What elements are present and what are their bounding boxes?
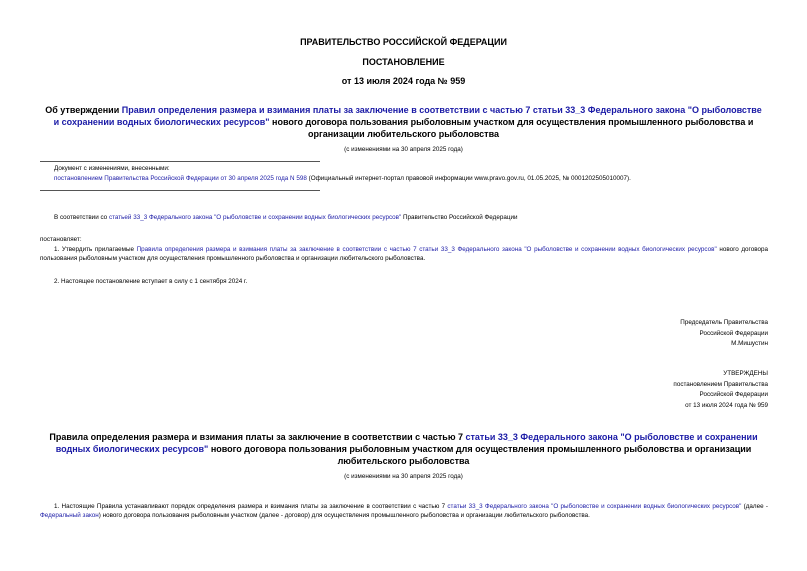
rules-item1-law-link[interactable]: статьи 33_3 Федерального закона "О рыболовстве и сохранении водных биологических ресурсов" — [447, 503, 742, 510]
decree-item-1 — [40, 246, 768, 263]
preamble-prefix: В соответствии со — [54, 214, 109, 221]
amend-box-entry — [54, 175, 794, 184]
amend-decree-link[interactable]: постановлением Правительства Российской Федерации от 30 апреля 2025 года N 598 — [54, 175, 307, 182]
signature-block — [560, 319, 768, 349]
item1-suffix: нового договора пользования рыболовным участком для осуществления промышленного рыболовства и организации любительского рыболовства. — [40, 246, 768, 262]
amend-box-top-divider — [40, 161, 320, 162]
rules-title-suffix: нового договора пользования рыболовным участком для осуществления промышленного рыболовства и организации любительского рыболовства — [208, 444, 752, 466]
amend-box-bottom-divider — [40, 190, 320, 191]
rules-title-law-link[interactable]: статьи 33_3 Федерального закона "О рыболовстве и сохранении водных биологических ресурсов" — [55, 432, 758, 454]
preamble-law-link[interactable]: статьей 33_3 Федерального закона "О рыболовстве и сохранении водных биологических ресурсов" — [108, 214, 402, 221]
rules-item-1 — [40, 503, 768, 520]
item1-rules-link[interactable]: Правила определения размера и взимания платы за заключение в соответствии с частью 7 статьи 33_3 Федерального закона "О рыболовстве и сохранении водных биологических ресурсов" — [136, 246, 717, 253]
amend-source: (Официальный интернет-портал правовой информации www.pravo.gov.ru, 01.05.2025, № 0001202505010007). — [306, 175, 631, 182]
title-rules-link[interactable]: Правил определения размера и взимания платы за заключение в соответствии с частью 7 статьи 33_3 Федерального закона "О рыболовстве и сохранении водных биологических ресурсов" — [53, 105, 762, 127]
approved-country: Российской Федерации — [699, 391, 768, 399]
approved-word: УТВЕРЖДЕНЫ — [723, 370, 768, 377]
approval-stamp — [560, 370, 768, 410]
document-title — [45, 104, 762, 140]
approved-by: постановлением Правительства — [673, 380, 768, 388]
item1-prefix: 1. Утвердить прилагаемые — [54, 246, 137, 253]
preamble — [54, 214, 784, 223]
rules-item1-federal-law-link[interactable]: Федеральный закон — [40, 511, 99, 519]
signature-position: Председатель Правительства — [680, 319, 768, 326]
government-name: ПРАВИТЕЛЬСТВО РОССИЙСКОЙ ФЕДЕРАЦИИ — [300, 37, 507, 47]
rules-item1-prefix: 1. Настоящие Правила устанавливают порядок определения размера и взимания платы за заключение в соответствии с частью 7 — [54, 503, 448, 510]
amend-box-intro: Документ с изменениями, внесенными: — [54, 165, 170, 172]
rules-item1-suffix: ) нового договора пользования рыболовным участком (далее - договор) для осуществления промышленного рыболовства и организации любительского рыболовства. — [98, 511, 590, 519]
decree-item-2: 2. Настоящее постановление вступает в силу с 1 сентября 2024 г. — [54, 278, 248, 285]
title-prefix: Об утверждении — [45, 105, 122, 115]
changes-note: (с изменениями на 30 апреля 2025 года) — [344, 146, 463, 153]
rules-title — [45, 431, 762, 467]
signature-name: М.Мишустин — [731, 340, 768, 348]
rules-title-prefix: Правила определения размера и взимания платы за заключение в соответствии с частью 7 — [49, 432, 466, 442]
title-suffix: нового договора пользования рыболовным участком для осуществления промышленного рыболовства и организации любительского рыболовства — [269, 117, 754, 139]
document-type: ПОСТАНОВЛЕНИЕ — [362, 57, 445, 67]
decides-word: постановляет: — [40, 236, 82, 243]
rules-changes-note: (с изменениями на 30 апреля 2025 года) — [344, 473, 463, 480]
document-date-number: от 13 июля 2024 года № 959 — [341, 76, 466, 86]
approved-date: от 13 июля 2024 года № 959 — [685, 401, 768, 409]
rules-item1-mid: (далее - — [741, 503, 768, 510]
signature-country: Российской Федерации — [699, 329, 768, 337]
preamble-suffix: Правительство Российской Федерации — [401, 214, 518, 221]
